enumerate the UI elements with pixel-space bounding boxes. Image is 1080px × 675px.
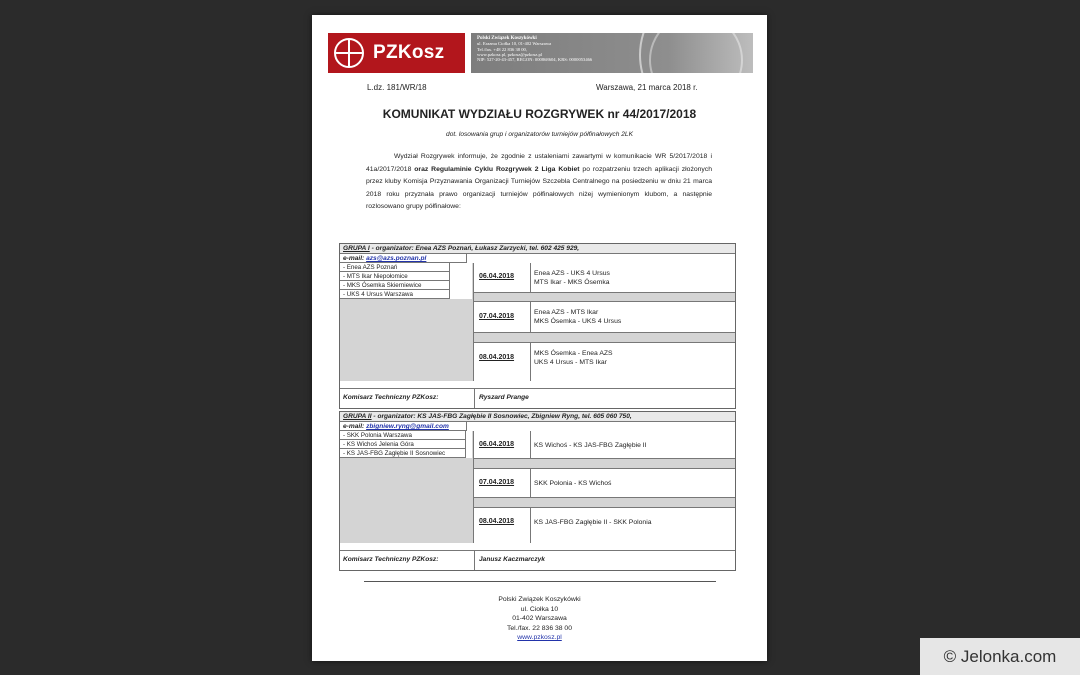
- reference-number: L.dz. 181/WR/18: [367, 83, 427, 92]
- match: Enea AZS - UKS 4 Ursus: [534, 270, 610, 277]
- group-header: GRUPA II - organizator: KS JAS-FBG Zagłębie II Sosnowiec, Zbigniew Ryng, tel. 605 060 750,: [340, 412, 735, 422]
- logo-text: PZKosz: [373, 42, 445, 63]
- match: Enea AZS - MTS Ikar: [534, 309, 599, 316]
- match-date: 06.04.2018: [479, 441, 515, 448]
- match: KS Wichoś - KS JAS-FBG Zagłębie II: [534, 442, 647, 449]
- match-date: 07.04.2018: [479, 479, 515, 486]
- group-header: GRUPA I - organizator: Enea AZS Poznań, Łukasz Zarzycki, tel. 602 425 929,: [340, 244, 735, 254]
- match: SKK Polonia - KS Wichoś: [534, 480, 612, 487]
- match-day: [474, 302, 735, 333]
- document-subtitle: dot. losowania grup i organizatorów turniejów półfinałowych 2LK: [446, 131, 633, 138]
- team-item: - UKS 4 Ursus Warszawa: [340, 290, 450, 299]
- document-page: [312, 15, 767, 661]
- footer-line: Tel./fax. 22 836 38 00: [507, 624, 572, 632]
- group-email-row: e-mail: azs@azs.poznan.pl: [340, 254, 467, 263]
- footer-line: 01-402 Warszawa: [512, 615, 567, 623]
- org-line: NIP: 527-20-43-457, REGON: 000868604, KRS: 0000053466: [477, 57, 593, 63]
- match-date: 08.04.2018: [479, 518, 515, 525]
- org-line: www.pzkosz.pl, pzkosz@pzkosz.pl: [477, 51, 543, 57]
- match: KS JAS-FBG Zagłębie II - SKK Polonia: [534, 519, 652, 526]
- commissioner-row: Komisarz Techniczny PZKosz: Janusz Kaczmarczyk: [340, 550, 735, 570]
- body-paragraph: Wydział Rozgrywek informuje, że zgodnie z ustaleniami zawartymi w komunikacie WR 5/2017/2018 i 41a/2017/2018 oraz Regulaminie Cyklu Rozgrywek 2 Liga Kobiet po rozpatrzeniu trzech aplikacji złożonych przez kluby Komisja Przyznawania Organizacji Turniejów Szczebla Centralnego na posiedzeniu w dniu 21 marca 2018 roku przyznała prawo organizacji turniejów półfinałowych niżej wymienionym klubom, a następnie rozlosowano grupy półfinałowe:: [366, 153, 712, 211]
- team-item: - Enea AZS Poznań: [340, 263, 450, 272]
- team-item: - MKS Ósemka Skierniewice: [340, 281, 450, 290]
- match-day: [474, 508, 735, 543]
- footer-divider: [364, 581, 716, 582]
- footer-line: Polski Związek Koszykówki: [498, 596, 581, 603]
- basketball-icon: [334, 38, 364, 68]
- commissioner-row: Komisarz Techniczny PZKosz: Ryszard Prange: [340, 388, 735, 408]
- match-date: 07.04.2018: [479, 313, 515, 320]
- org-line: Tel./fax. +48 22 836 38 00,: [477, 46, 527, 52]
- match: MKS Ósemka - Enea AZS: [534, 350, 613, 357]
- team-item: - MTS Ikar Niepołomice: [340, 272, 450, 281]
- team-item: - SKK Polonia Warszawa: [340, 431, 466, 440]
- team-item: - KS Wichoś Jelenia Góra: [340, 440, 466, 449]
- match-day: [474, 469, 735, 498]
- match: MKS Ósemka - UKS 4 Ursus: [534, 318, 622, 325]
- commissioner-name: Janusz Kaczmarczyk: [479, 556, 545, 563]
- group-1-table: [339, 243, 736, 409]
- org-line: ul. Erazma Ciołka 10, 01-402 Warszawa: [477, 41, 552, 47]
- match-day: [474, 263, 735, 293]
- match-date: 06.04.2018: [479, 273, 515, 280]
- org-info-banner: [471, 33, 753, 73]
- pzkosz-logo: [328, 33, 465, 73]
- document-date: Warszawa, 21 marca 2018 r.: [596, 83, 698, 92]
- match-day: [474, 431, 735, 459]
- team-item: - KS JAS-FBG Zagłębie II Sosnowiec: [340, 449, 466, 458]
- match-day: [474, 343, 735, 381]
- match: UKS 4 Ursus - MTS Ikar: [534, 359, 607, 366]
- group-2-table: [339, 411, 736, 571]
- watermark: © Jelonka.com: [920, 638, 1080, 675]
- footer-line: ul. Ciołka 10: [520, 605, 559, 613]
- document-title: KOMUNIKAT WYDZIAŁU ROZGRYWEK nr 44/2017/2018: [382, 107, 697, 121]
- email-link[interactable]: zbigniew.ryng@gmail.com: [366, 423, 449, 430]
- org-line: Polski Związek Koszykówki: [477, 36, 537, 41]
- commissioner-name: Ryszard Prange: [479, 394, 529, 401]
- email-link[interactable]: azs@azs.poznan.pl: [366, 255, 427, 262]
- group-email-row: e-mail: zbigniew.ryng@gmail.com: [340, 422, 467, 431]
- match-date: 08.04.2018: [479, 354, 515, 361]
- document-footer: [312, 595, 767, 643]
- match: MTS Ikar - MKS Ósemka: [534, 279, 610, 286]
- footer-website-link[interactable]: www.pzkosz.pl: [517, 634, 562, 642]
